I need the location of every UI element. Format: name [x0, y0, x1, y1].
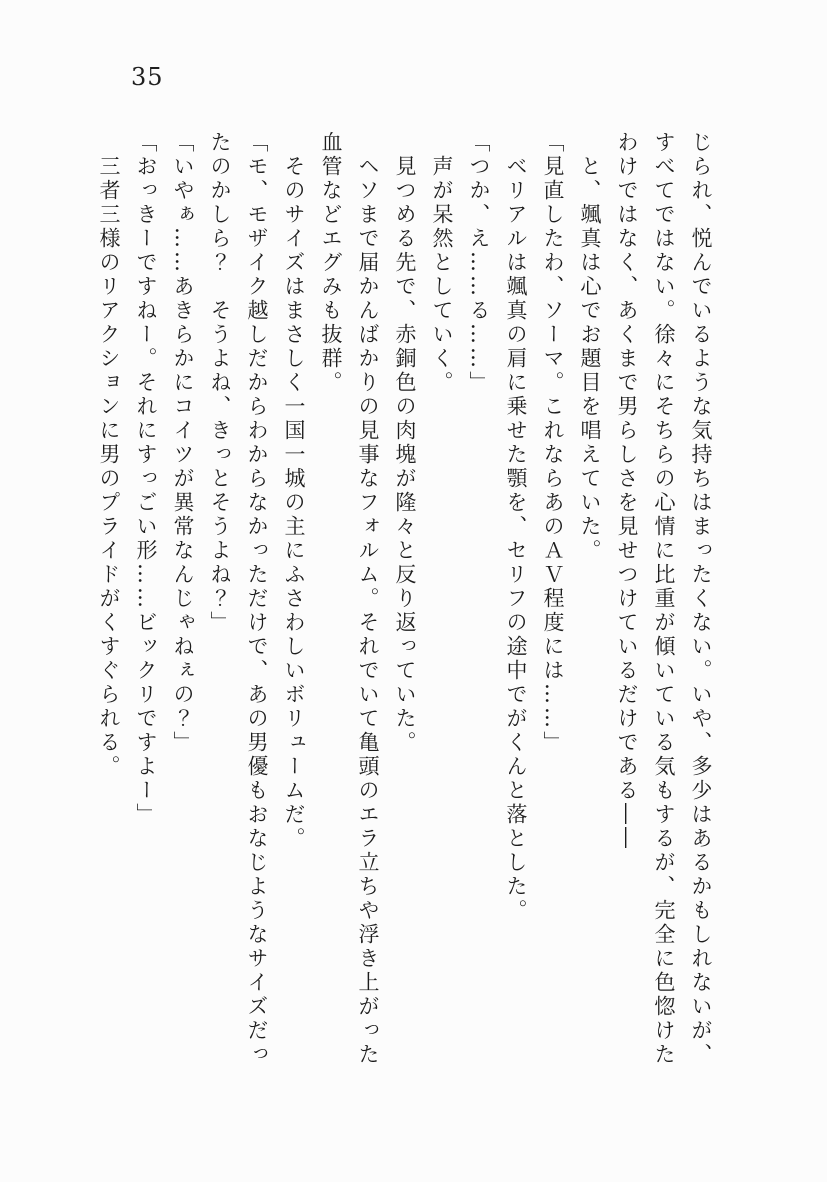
paragraph: 三者三様のリアクションに男のプライドがくすぐられる。: [97, 131, 121, 779]
paragraph: じられ、悦んでいるような気持ちはまったくない。いや、多少はあるかもしれないが、すべてではない。徐々にそちらの心情に比重が傾いている気もするが、完全に色惚けたわけではなく、あくまで男らしさを見せつけているだけである――: [615, 131, 713, 1067]
page-number: 35: [131, 63, 164, 91]
paragraph: 「おっきーですねー。それにすっごい形……ビックリですよー」: [134, 131, 158, 827]
body-text: [90, 131, 719, 1071]
paragraph: 「見直したわ、ソーマ。これならあのＡＶ程度には……」: [541, 131, 565, 755]
paragraph: そのサイズはまさしく一国一城の主にふさわしいボリュームだ。: [282, 131, 306, 851]
paragraph: 「つか、え……る……」: [467, 131, 491, 395]
paragraph: 「いやぁ……あきらかにコイツが異常なんじゃねぇの？」: [171, 131, 195, 755]
paragraph: と、颯真は心でお題目を唱えていた。: [578, 131, 602, 563]
paragraph: ヘソまで届かんばかりの見事なフォルム。それでいて亀頭のエラ立ちや浮き上がった血管などエグみも抜群。: [319, 131, 380, 1067]
paragraph: 見つめる先で、赤銅色の肉塊が隆々と反り返っていた。: [393, 131, 417, 755]
paragraph: 声が呆然としていく。: [430, 131, 454, 395]
paragraph: ベリアルは颯真の肩に乗せた顎を、セリフの途中でがくんと落とした。: [504, 131, 528, 923]
paragraph: 「モ、モザイク越しだからわからなかっただけで、あの男優もおなじようなサイズだったのかしら？ そうよね、きっとそうよね？」: [208, 131, 269, 1067]
